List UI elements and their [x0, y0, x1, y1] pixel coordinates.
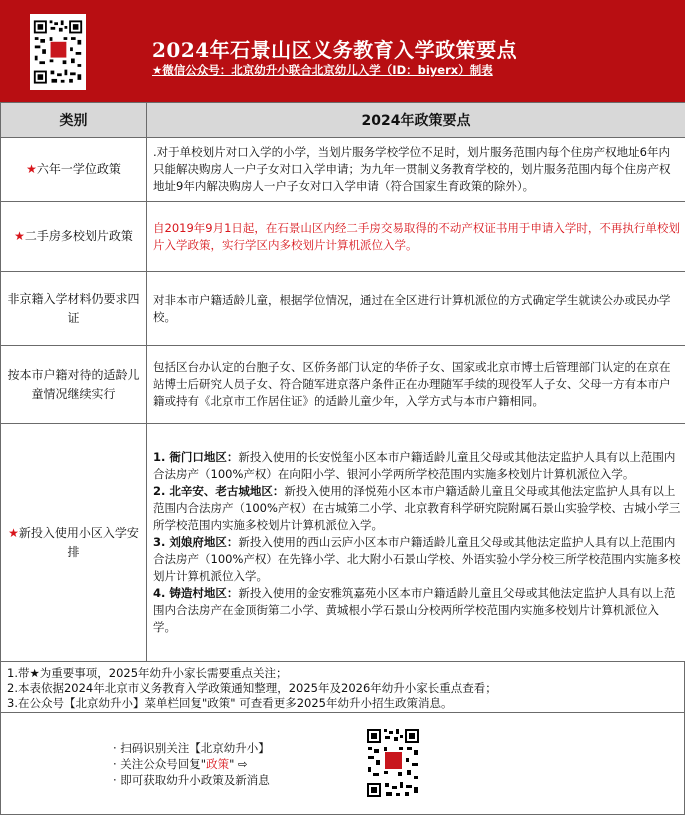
category-label: 新投入使用小区入学安排 — [18, 525, 139, 559]
policy-detail-cell: 包括区台办认定的台胞子女、区侨务部门认定的华侨子女、国家或北京市博士后管理部门认定的在京在站博士后研究人员子女、符合随军进京落户条件正在办理随军手续的现役军人子女、父母一方有本市户籍或持有《北京市工作居住证》的适龄儿童少年，入学方式与本市户籍相同。 — [147, 346, 685, 424]
policy-detail-cell: .对于单校划片对口入学的小学，当划片服务学校学位不足时，划片服务范围内每个住房产权地址6年内只能解决购房人一户子女对口入学申请；为九年一贯制义务教育学校的，划片服务范围内每个住房产权地址9年内解决购房人一户子女对口入学申请（符合国家生育政策的除外）。 — [147, 138, 685, 202]
district-name: 3. 刘娘府地区： — [153, 535, 239, 549]
star-icon: ★ — [26, 162, 37, 176]
footer-instructions — [113, 740, 270, 788]
district-item — [153, 483, 681, 534]
qr-code-graphic — [32, 16, 84, 88]
district-text: 新投入使用的西山云庐小区本市户籍适龄儿童且父母或其他法定监护人具有以上范围内合法房产（100%产权）在先锋小学、北大附小石景山学校、外语实验小学分校三所学校范围内实施多校划片计算机派位入学。 — [153, 535, 681, 583]
footer-line: · 关注公众号回复"政策" ⇨ — [113, 757, 248, 771]
page-title: 2024年石景山区义务教育入学政策要点 — [152, 38, 518, 62]
category-cell — [1, 202, 147, 272]
footer-line: · 即可获取幼升小政策及新消息 — [113, 773, 270, 787]
note-line: 3.在公众号【北京幼升小】菜单栏回复"政策" 可查看更多2025年幼升小招生政策消息。 — [7, 696, 453, 710]
table-row — [1, 202, 685, 272]
policy-detail-cell: 对非本市户籍适龄儿童，根据学位情况，通过在全区进行计算机派位的方式确定学生就读公办或民办学校。 — [147, 272, 685, 346]
table-row — [1, 346, 685, 424]
category-label: 六年一学位政策 — [36, 162, 121, 176]
qr-code-graphic — [365, 723, 421, 803]
qr-code-icon[interactable] — [30, 14, 86, 90]
district-item — [153, 449, 681, 483]
category-cell — [1, 424, 147, 662]
column-header-category: 类别 — [1, 103, 147, 138]
footer-line: · 扫码识别关注【北京幼升小】 — [113, 741, 270, 755]
category-cell — [1, 138, 147, 202]
footer-section — [0, 713, 685, 815]
star-icon: ★ — [14, 229, 25, 243]
note-line: 2.本表依据2024年北京市义务教育入学政策通知整理，2025年及2026年幼升小家长重点查看； — [7, 681, 497, 695]
district-text: 新投入使用的金安雅筑嘉苑小区本市户籍适龄儿童且父母或其他法定监护人具有以上范围内合法房产在金顶街第二小学、黄城根小学石景山分校两所学校范围内实施多校划片计算机派位入学。 — [153, 586, 676, 634]
district-item — [153, 585, 681, 636]
policy-detail-cell — [147, 424, 685, 662]
table-row — [1, 138, 685, 202]
policy-table — [0, 102, 685, 662]
notes-section — [0, 661, 685, 713]
table-header-row — [1, 103, 685, 138]
category-label: 二手房多校划片政策 — [24, 229, 133, 243]
reply-keyword: 政策 — [206, 757, 230, 771]
table-row — [1, 272, 685, 346]
district-text: 新投入使用的泽悦苑小区本市户籍适龄儿童且父母或其他法定监护人具有以上范围内合法房产（100%产权）在古城第二小学、北京教育科学研究院附属石景山实验学校、古城小学三所学校范围内实施多校划片计算机派位入学。 — [153, 484, 681, 532]
category-label: 非京籍入学材料仍要求四证 — [7, 291, 140, 325]
category-label: 按本市户籍对待的适龄儿童情况继续实行 — [7, 367, 140, 401]
page-header — [0, 0, 685, 102]
note-line: 1.带★为重要事项，2025年幼升小家长需要重点关注； — [7, 666, 288, 680]
category-cell — [1, 346, 147, 424]
qr-code-icon[interactable] — [363, 721, 423, 805]
policy-detail-cell: 自2019年9月1日起，在石景山区内经二手房交易取得的不动产权证书用于申请入学时，不再执行单校划片入学政策，实行学区内多校划片计算机派位入学。 — [147, 202, 685, 272]
wechat-account-subtitle[interactable]: ★微信公众号：北京幼升小联合北京幼儿入学（ID：biyerx）制表 — [152, 63, 493, 77]
district-name: 4. 铸造村地区： — [153, 586, 239, 600]
table-row — [1, 424, 685, 662]
category-cell — [1, 272, 147, 346]
district-name: 1. 衙门口地区： — [153, 450, 239, 464]
district-item — [153, 534, 681, 585]
column-header-policy: 2024年政策要点 — [147, 103, 685, 138]
district-text: 新投入使用的长安悦玺小区本市户籍适龄儿童且父母或其他法定监护人具有以上范围内合法房产（100%产权）在向阳小学、银河小学两所学校范围内实施多校划片计算机派位入学。 — [153, 450, 676, 481]
star-icon: ★ — [8, 525, 19, 540]
district-name: 2. 北辛安、老古城地区： — [153, 484, 285, 498]
